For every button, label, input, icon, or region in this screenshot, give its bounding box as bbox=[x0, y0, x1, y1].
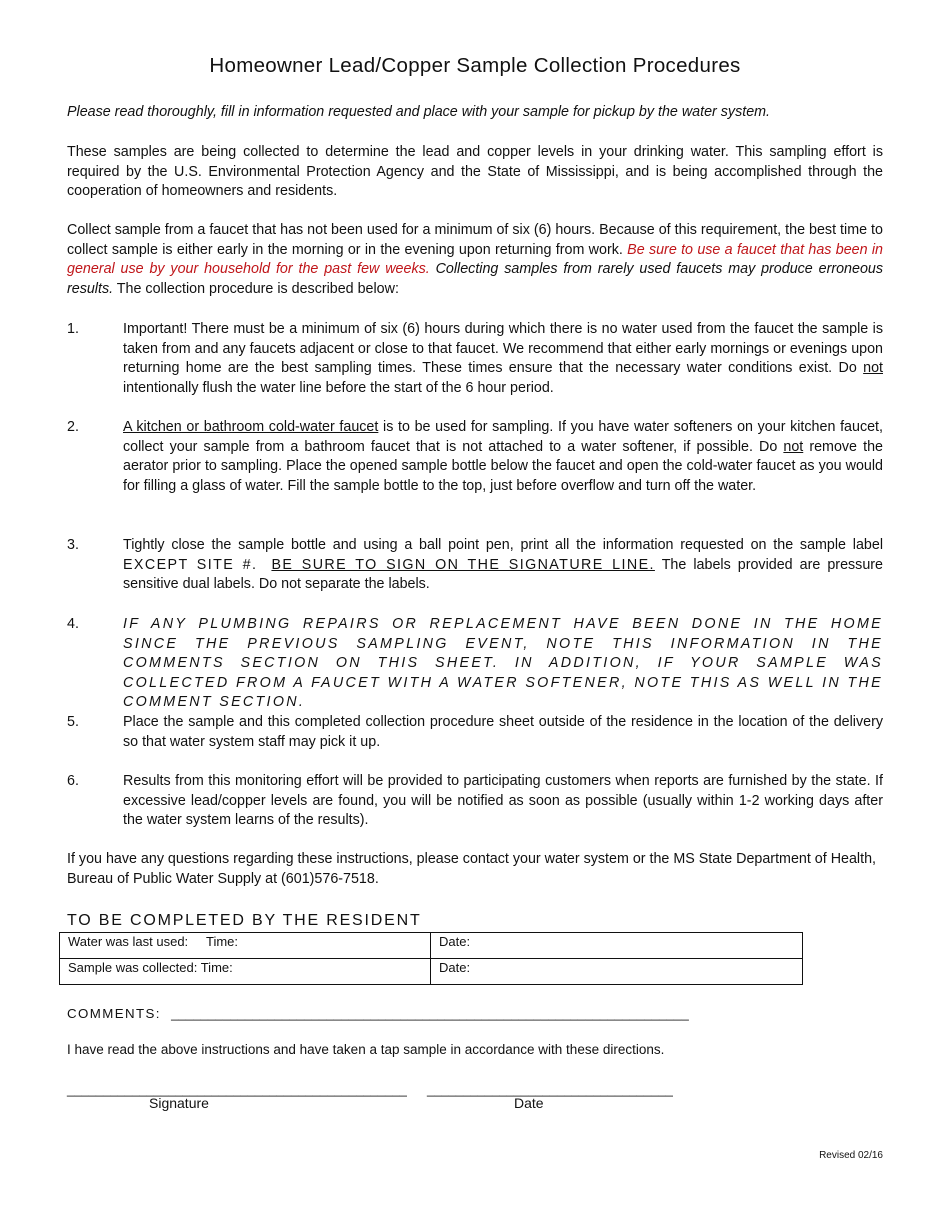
date-label: Date bbox=[514, 1095, 544, 1111]
contact-paragraph: If you have any questions regarding these instructions, please contact your water system or the MS State Department of Health, Bureau of Public Water Supply at (601)576-7518. bbox=[67, 851, 876, 887]
step-text-part: Important! There must be a minimum of six (6) hours during which there is no water used from the faucet the sample is taken from and any faucets adjacent or close to that faucet. We recommend that either early mornings or evenings upon returning home are the best sampling times. These times ensure that the necessary water conditions exist. Do bbox=[123, 321, 883, 377]
step-text: Place the sample and this completed collection procedure sheet outside of the residence in the location of the delivery so that water system staff may pick it up. bbox=[123, 714, 883, 750]
rare-faucet-note: Collecting samples from rarely used faucets may produce erroneous results. bbox=[67, 261, 883, 297]
emphasis-not: not bbox=[863, 360, 883, 377]
comments-row bbox=[67, 1004, 689, 1024]
document-page bbox=[67, 0, 883, 1230]
date-field[interactable]: __________________________________ bbox=[427, 1082, 673, 1097]
step-text-part: The labels provided are pressure sensitive dual labels. Do not separate the labels. bbox=[123, 556, 883, 593]
resident-section-heading: TO BE COMPLETED BY THE RESIDENT bbox=[67, 912, 422, 929]
revision-note: Revised 02/16 bbox=[819, 1150, 883, 1161]
signature-label: Signature bbox=[149, 1095, 209, 1111]
step-text: IF ANY PLUMBING REPAIRS OR REPLACEMENT HAVE BEEN DONE IN THE HOME SINCE THE PREVIOUS SAMPLING EVENT, NOTE THIS INFORMATION IN THE COMMENTS SECTION ON THIS SHEET. IN ADDITION, IF YOUR SAMPLE WAS COLLECTED FROM A FAUCET WITH A WATER SOFTENER, NOTE THIS AS WELL IN THE COMMENT SECTION. bbox=[123, 616, 883, 711]
table-row bbox=[60, 959, 803, 985]
emphasis-not: not bbox=[783, 438, 804, 455]
page-title: Homeowner Lead/Copper Sample Collection Procedures bbox=[209, 54, 741, 77]
table-row bbox=[60, 933, 803, 959]
step-number: 3. bbox=[67, 537, 79, 553]
resident-info-table bbox=[59, 932, 803, 985]
step-text-part: intentionally flush the water line before the start of the 6 hour period. bbox=[123, 379, 554, 396]
comments-field[interactable]: ______________________________________________________________________ bbox=[171, 1006, 689, 1021]
step-number: 6. bbox=[67, 773, 79, 789]
step-text bbox=[123, 320, 883, 398]
sample-collected-time-field[interactable]: Sample was collected: Time: bbox=[60, 959, 431, 985]
step-text-part: Tightly close the sample bottle and using a ball point pen, print all the information requested on the sample label bbox=[123, 537, 883, 553]
faucet-warning: Be sure to use a faucet that has been in general use by your household for the past few weeks. bbox=[67, 241, 883, 278]
procedure-intro: The collection procedure is described below: bbox=[113, 280, 399, 297]
purpose-paragraph: These samples are being collected to determine the lead and copper levels in your drinking water. This sampling effort is required by the U.S. Environmental Protection Agency and the State of Mississippi, and is being accomplished through the cooperation of homeowners and residents. bbox=[67, 144, 883, 200]
collection-paragraph-text: Collect sample from a faucet that has not been used for a minimum of six (6) hours. Because of this requirement, the best time to collect sample is either early in the morning or in the evening upon returning from work. bbox=[67, 222, 883, 258]
collection-paragraph bbox=[67, 221, 883, 299]
except-site-note: EXCEPT SITE #. bbox=[123, 556, 258, 573]
sign-signature-line-emphasis: BE SURE TO SIGN ON THE SIGNATURE LINE. bbox=[271, 556, 655, 573]
step-number: 5. bbox=[67, 714, 79, 730]
step-text-part: is to be used for sampling. If you have water softeners on your kitchen faucet, collect your sample from a bathroom faucet that is not attached to a water softener, if possible. Do bbox=[123, 419, 883, 455]
step-text-part: remove the aerator prior to sampling. Place the opened sample bottle below the faucet and open the cold-water faucet as you would for filling a glass of water. Fill the sample bottle to the top, just before overflow and turn off the water. bbox=[123, 438, 883, 494]
water-last-used-time-field[interactable]: Water was last used: Time: bbox=[60, 933, 431, 959]
sample-collected-date-field[interactable]: Date: bbox=[431, 959, 803, 985]
step-number: 4. bbox=[67, 616, 79, 632]
faucet-type-emphasis: A kitchen or bathroom cold-water faucet bbox=[123, 419, 379, 435]
intro-instruction: Please read thoroughly, fill in information requested and place with your sample for pickup by the water system. bbox=[67, 104, 771, 120]
signature-field[interactable]: _______________________________________________ bbox=[67, 1082, 407, 1097]
attestation-statement: I have read the above instructions and have taken a tap sample in accordance with these directions. bbox=[67, 1042, 665, 1057]
step-text: Results from this monitoring effort will be provided to participating customers when reports are furnished by the state. If excessive lead/copper levels are found, you will be notified as soon as possible (usually within 1-2 working days after the water system learns of the results). bbox=[123, 773, 883, 829]
water-last-used-date-field[interactable]: Date: bbox=[431, 933, 803, 959]
step-text bbox=[123, 536, 883, 595]
comments-label: COMMENTS: bbox=[67, 1006, 161, 1021]
step-text bbox=[123, 418, 883, 496]
step-number: 1. bbox=[67, 321, 79, 337]
step-number: 2. bbox=[67, 419, 79, 435]
